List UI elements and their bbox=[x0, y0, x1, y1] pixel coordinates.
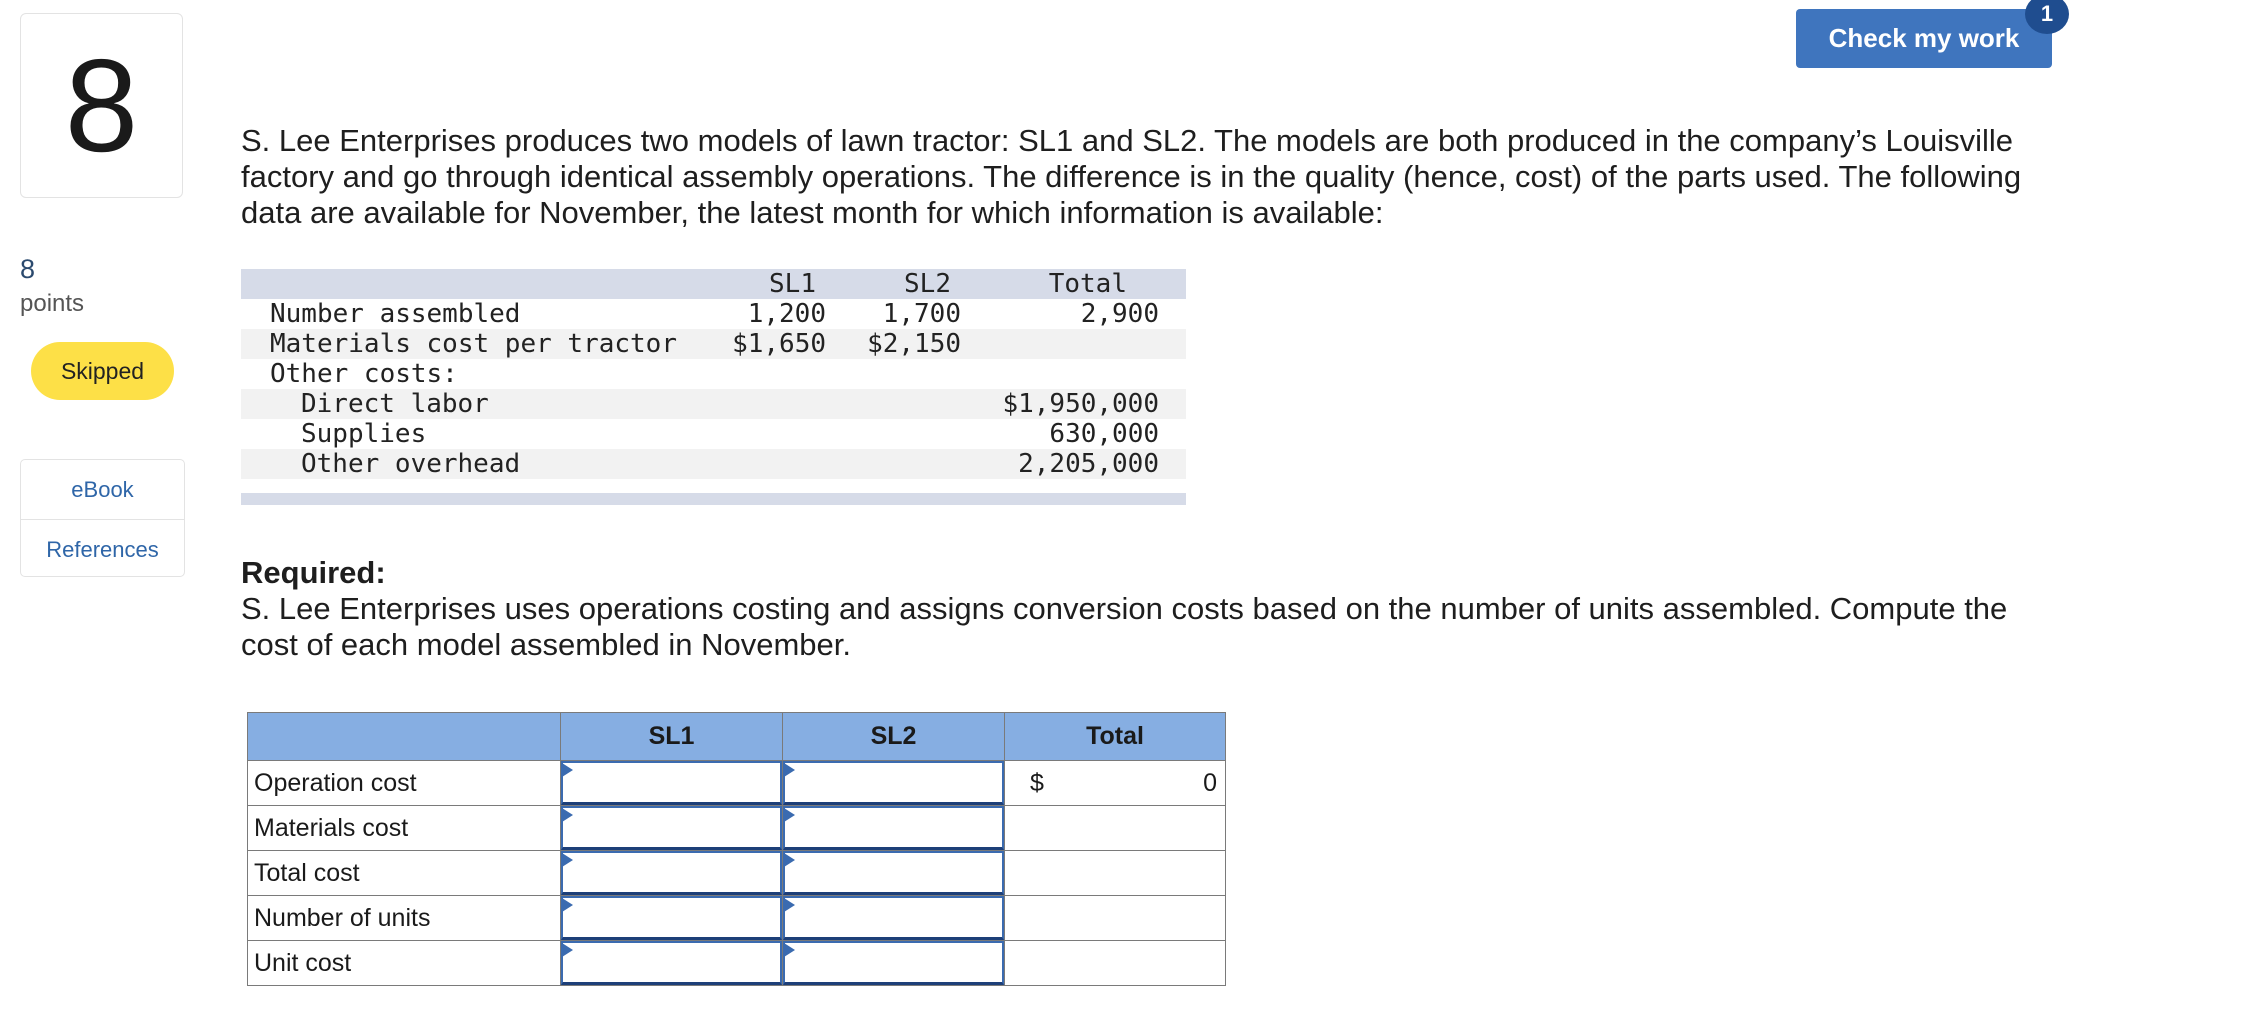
operation-cost-sl2-input[interactable] bbox=[783, 761, 1004, 805]
total-cost-sl2-input[interactable] bbox=[783, 851, 1004, 895]
ebook-link[interactable]: eBook bbox=[71, 476, 134, 502]
data-row bbox=[241, 389, 1186, 419]
answer-header-row bbox=[248, 713, 1226, 761]
check-my-work-button[interactable]: Check my work bbox=[1796, 9, 2052, 68]
check-attempts-badge: 1 bbox=[2025, 0, 2069, 34]
operation-cost-total bbox=[1005, 761, 1226, 806]
question-number: 8 bbox=[20, 13, 183, 198]
table-row bbox=[248, 941, 1226, 986]
answer-header-sl1: SL1 bbox=[561, 713, 783, 761]
data-row-label: Direct labor bbox=[301, 389, 489, 419]
references-link[interactable]: References bbox=[21, 519, 184, 579]
answer-header-total: Total bbox=[1005, 713, 1226, 761]
data-row bbox=[241, 329, 1186, 359]
data-row-total: 2,205,000 bbox=[1018, 449, 1159, 479]
table-row bbox=[248, 896, 1226, 941]
data-row-sl2: $2,150 bbox=[867, 329, 961, 359]
empty-total-cell bbox=[1005, 941, 1226, 986]
data-table-footer bbox=[241, 493, 1186, 505]
empty-total-cell bbox=[1005, 896, 1226, 941]
table-row bbox=[248, 806, 1226, 851]
row-label: Total cost bbox=[248, 851, 561, 896]
answer-header-sl2: SL2 bbox=[783, 713, 1005, 761]
materials-cost-sl2-input[interactable] bbox=[783, 806, 1004, 850]
required-heading: Required: bbox=[241, 555, 386, 590]
resource-links bbox=[20, 459, 185, 577]
operation-cost-sl1-input[interactable] bbox=[561, 761, 782, 805]
table-row bbox=[248, 851, 1226, 896]
data-header-sl1: SL1 bbox=[769, 269, 816, 299]
currency-symbol: $ bbox=[1030, 769, 1044, 797]
row-label: Materials cost bbox=[248, 806, 561, 851]
data-row-sl1: $1,650 bbox=[732, 329, 826, 359]
data-row-total: 630,000 bbox=[1049, 419, 1159, 449]
data-row-label: Other costs: bbox=[270, 359, 458, 389]
table-row bbox=[248, 761, 1226, 806]
data-header-sl2: SL2 bbox=[904, 269, 951, 299]
data-row-sl1: 1,200 bbox=[747, 299, 826, 329]
data-header-row bbox=[241, 269, 1186, 299]
data-row-sl2: 1,700 bbox=[882, 299, 961, 329]
row-label: Unit cost bbox=[248, 941, 561, 986]
data-row bbox=[241, 359, 1186, 389]
empty-total-cell bbox=[1005, 851, 1226, 896]
points-value: 8 bbox=[20, 254, 36, 284]
required-text: S. Lee Enterprises uses operations costing and assigns conversion costs based on the number of units assembled. Compute the cost of each model assembled in November. bbox=[241, 591, 2008, 662]
answer-table bbox=[247, 712, 1226, 986]
data-header-total: Total bbox=[1048, 269, 1127, 299]
row-label: Operation cost bbox=[248, 761, 561, 806]
data-row-label: Number assembled bbox=[270, 299, 521, 329]
data-row-total: $1,950,000 bbox=[1002, 389, 1159, 419]
status-badge: Skipped bbox=[31, 342, 174, 400]
data-row bbox=[241, 419, 1186, 449]
number-of-units-sl2-input[interactable] bbox=[783, 896, 1004, 940]
data-row-total: 2,900 bbox=[1080, 299, 1159, 329]
number-of-units-sl1-input[interactable] bbox=[561, 896, 782, 940]
data-row-label: Supplies bbox=[301, 419, 427, 449]
data-row bbox=[241, 299, 1186, 329]
total-cost-sl1-input[interactable] bbox=[561, 851, 782, 895]
given-data-table bbox=[241, 269, 1186, 505]
row-label: Number of units bbox=[248, 896, 561, 941]
total-value: 0 bbox=[1203, 769, 1217, 797]
answer-header-label bbox=[248, 713, 561, 761]
unit-cost-sl2-input[interactable] bbox=[783, 941, 1004, 985]
unit-cost-sl1-input[interactable] bbox=[561, 941, 782, 985]
problem-intro: S. Lee Enterprises produces two models of lawn tractor: SL1 and SL2. The models are both produced in the company’s Louisville factory and go through identical assembly operations. The difference is in the quality (hence, cost) of the parts used. The following data are available for November, the latest month for which information is available: bbox=[241, 123, 2022, 230]
empty-total-cell bbox=[1005, 806, 1226, 851]
data-row bbox=[241, 449, 1186, 479]
data-row-label: Other overhead bbox=[301, 449, 521, 479]
materials-cost-sl1-input[interactable] bbox=[561, 806, 782, 850]
points-label: points bbox=[20, 290, 85, 317]
data-row-label: Materials cost per tractor bbox=[270, 329, 677, 359]
